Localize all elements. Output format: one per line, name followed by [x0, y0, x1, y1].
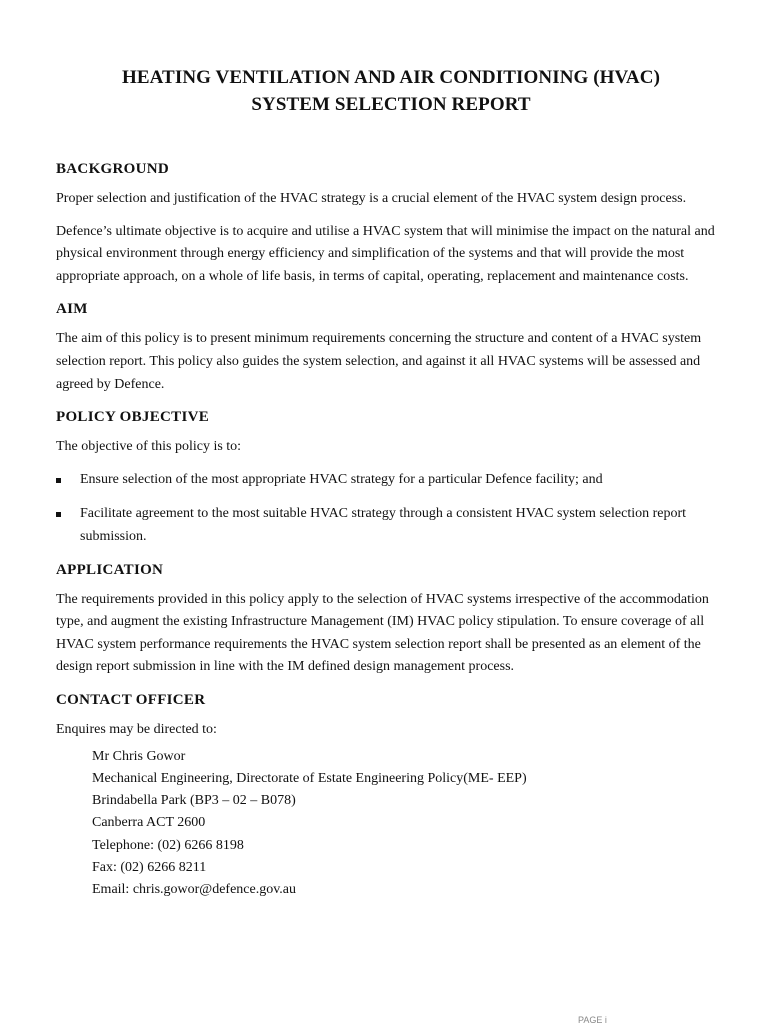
- title-line-2: SYSTEM SELECTION REPORT: [251, 94, 531, 115]
- bullet-square-icon: [56, 512, 61, 517]
- section-contact-officer: [56, 691, 726, 902]
- contact-address-line-1: Brindabella Park (BP3 – 02 – B078): [92, 793, 296, 809]
- policy-objective-list: [56, 469, 726, 549]
- title-line-1: HEATING VENTILATION AND AIR CONDITIONING (HVAC): [121, 67, 661, 88]
- document-title: [56, 64, 726, 118]
- aim-paragraph: The aim of this policy is to present minimum requirements concerning the structure and content of a HVAC system selection report. This policy also guides the system selection, and against it all HVAC systems will be assessed and agreed by Defence.: [56, 331, 702, 392]
- section-policy-objective: [56, 408, 726, 548]
- contact-name: Mr Chris Gowor: [92, 748, 186, 764]
- page-number-label: PAGE i: [578, 1015, 607, 1025]
- section-aim: [56, 300, 726, 396]
- list-item: [56, 469, 726, 492]
- contact-intro: Enquires may be directed to:: [56, 721, 217, 737]
- policy-objective-intro: The objective of this policy is to:: [56, 439, 242, 455]
- bullet-square-icon: [56, 478, 61, 483]
- document-page: [56, 64, 726, 914]
- contact-details: [56, 746, 726, 902]
- contact-telephone: Telephone: (02) 6266 8198: [92, 837, 244, 853]
- background-paragraph-2: Defence’s ultimate objective is to acquire and utilise a HVAC system that will minimise the impact on the natural and physical environment through energy efficiency and simplification of the systems and that will provide the most appropriate approach, on a whole of life basis, in terms of capital, operating, replacement and maintenance costs.: [56, 223, 715, 284]
- list-item-text: Ensure selection of the most appropriate HVAC strategy for a particular Defence facility; and: [80, 471, 603, 487]
- background-paragraph-1: Proper selection and justification of the HVAC strategy is a crucial element of the HVAC system design process.: [56, 191, 687, 206]
- section-application: [56, 561, 726, 679]
- contact-department: Mechanical Engineering, Directorate of Estate Engineering Policy(ME- EEP): [92, 770, 527, 786]
- contact-email: Email: chris.gowor@defence.gov.au: [92, 882, 297, 898]
- application-paragraph: The requirements provided in this policy apply to the selection of HVAC systems irrespective of the accommodation type, and augment the existing Infrastructure Management (IM) HVAC policy stipulation. To ensure coverage of all HVAC system performance requirements the HVAC system selection report shall be presented as an element of the design report submission in line with the IM defined design management process.: [56, 591, 709, 675]
- aim-heading: AIM: [56, 301, 88, 318]
- contact-fax: Fax: (02) 6266 8211: [92, 859, 207, 875]
- background-heading: BACKGROUND: [56, 161, 170, 177]
- list-item-text: Facilitate agreement to the most suitable HVAC strategy through a consistent HVAC system selection report submission.: [80, 506, 687, 544]
- section-background: [56, 160, 726, 288]
- policy-objective-heading: POLICY OBJECTIVE: [56, 409, 210, 426]
- contact-address-line-2: Canberra ACT 2600: [92, 815, 206, 831]
- list-item: [56, 503, 726, 548]
- contact-officer-heading: CONTACT OFFICER: [56, 691, 206, 708]
- application-heading: APPLICATION: [56, 561, 164, 578]
